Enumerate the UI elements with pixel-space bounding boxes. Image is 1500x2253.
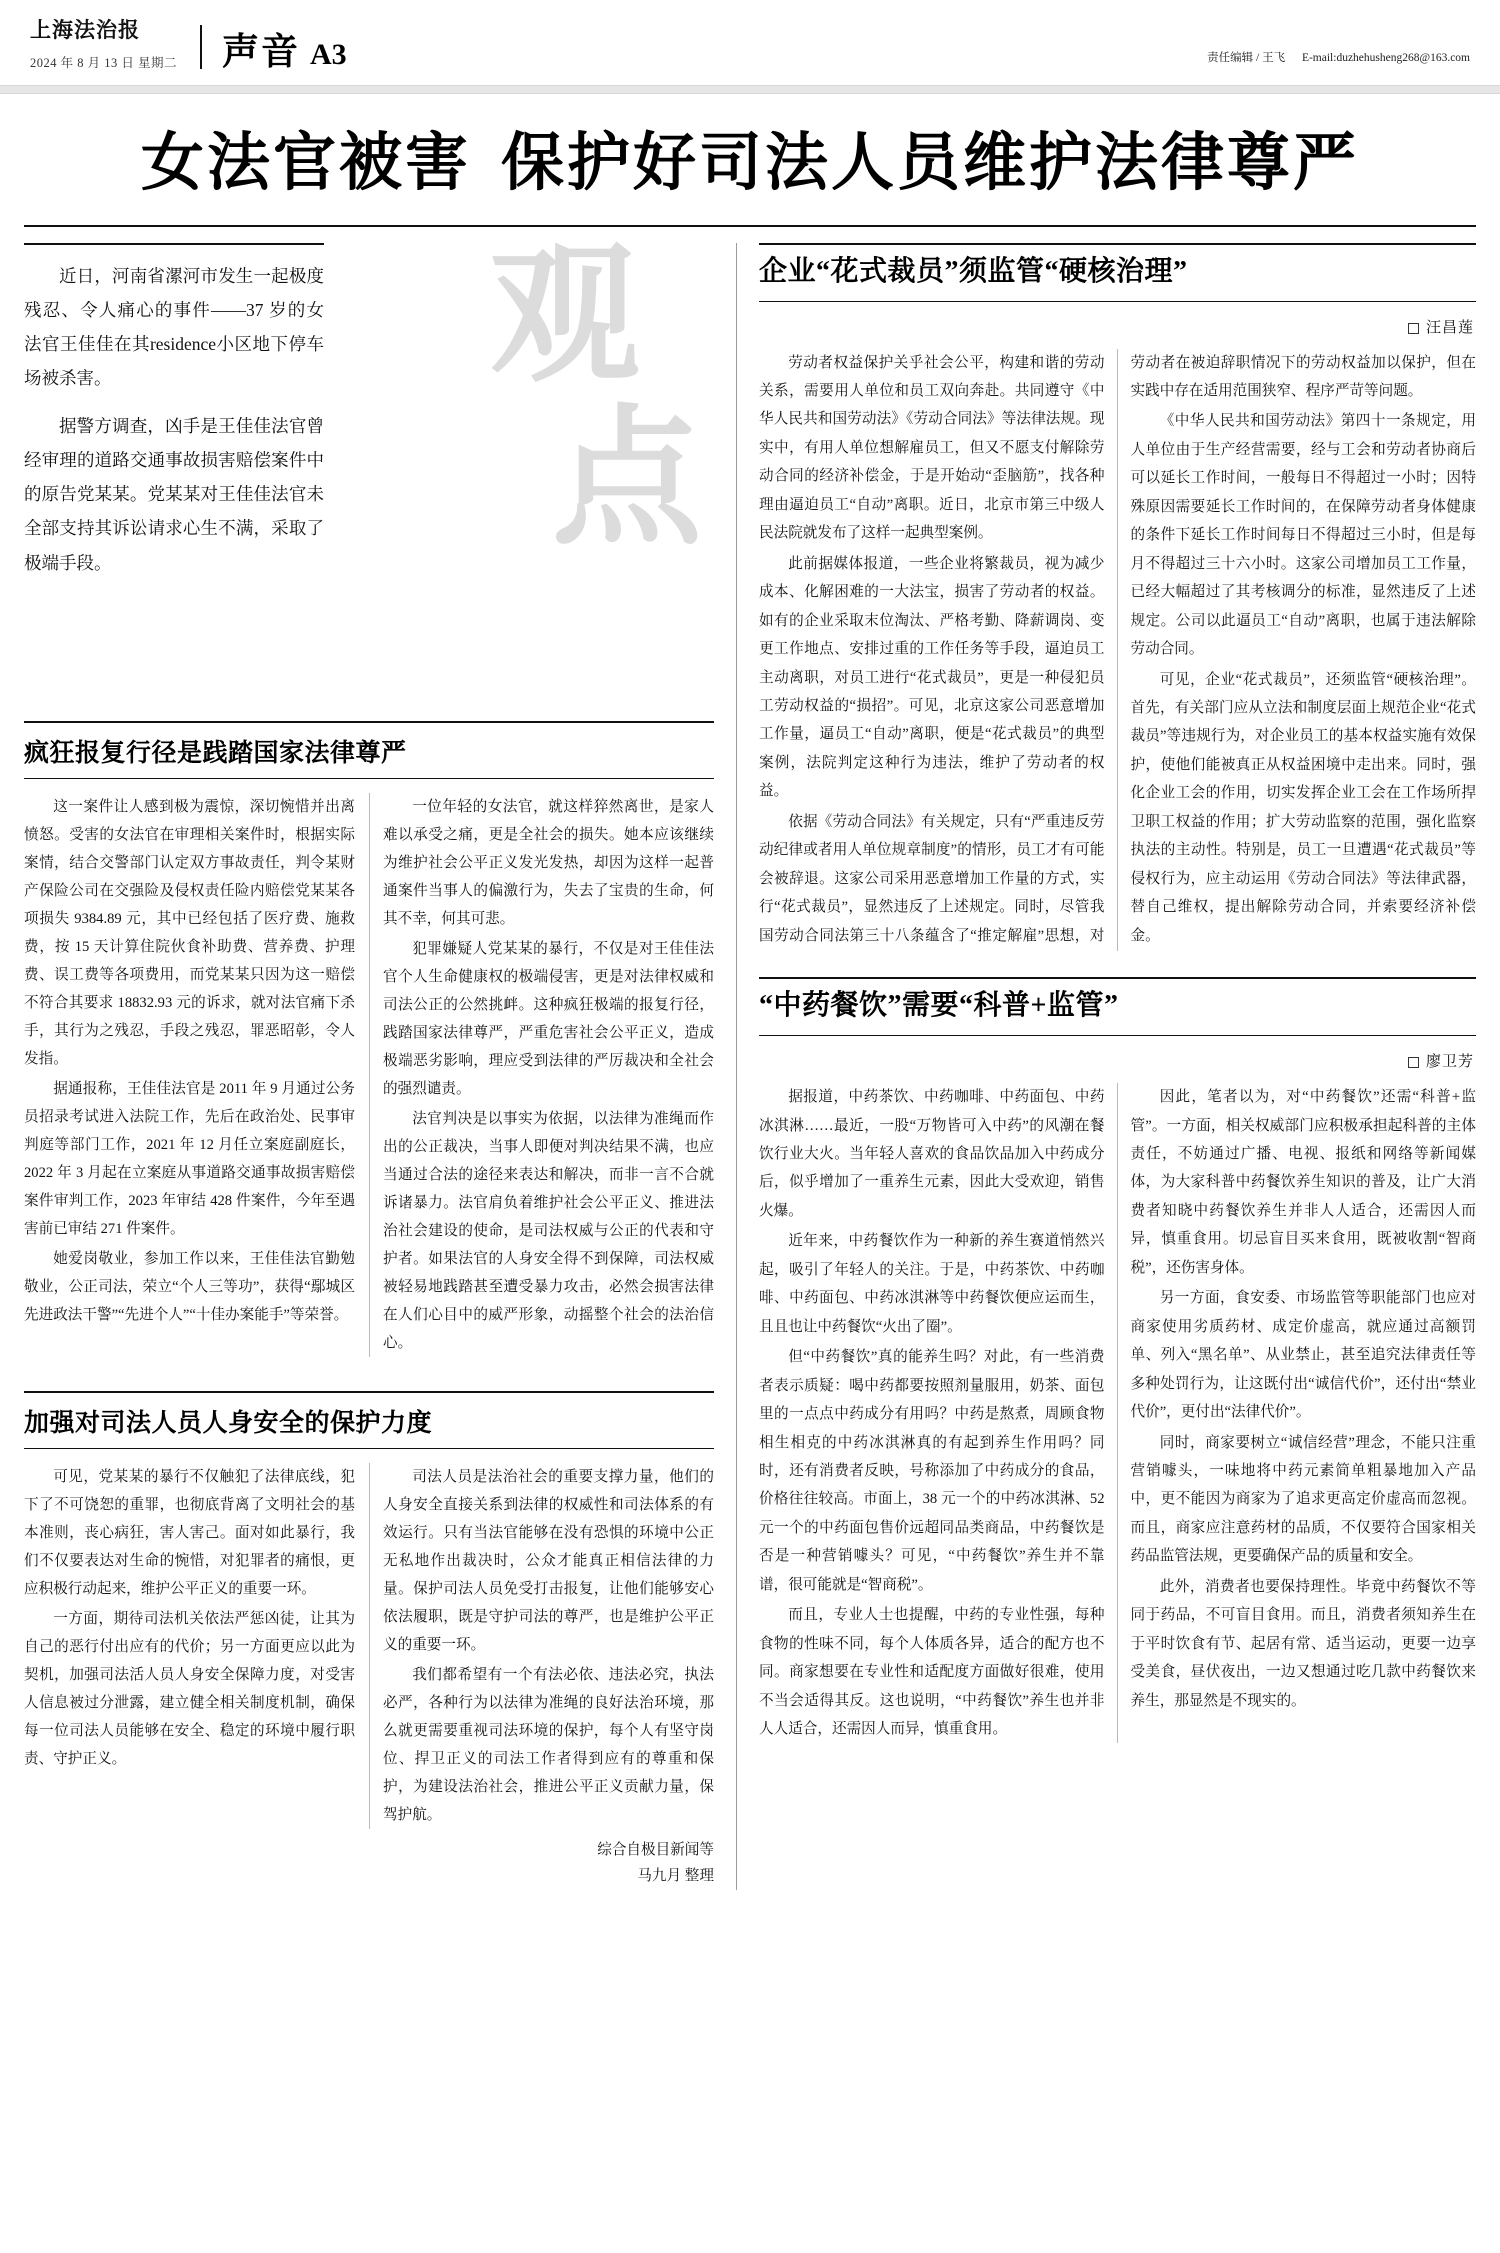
paragraph: 一方面，期待司法机关依法严惩凶徒，让其为自己的恶行付出应有的代价；另一方面更应以此为契机，加强司法活人员人身安全保障力度，对受害人信息被过分泄露，建立健全相关制度机制，确保每一位司法人员能够在安全、稳定的环境中履行职责、守护正义。 <box>24 1610 355 1768</box>
right-article-1-title: 企业“花式裁员”须监管“硬核治理” <box>759 245 1476 302</box>
paragraph: 此前据媒体报道，一些企业将繁裁员，视为减少成本、化解困难的一大法宝，损害了劳动者的权益。如有的企业采取末位淘汰、严格考勤、降薪调岗、变更工作地点、安排过重的工作任务等手段，逼迫员工主动离职，对员工进行“花式裁员”，更是一种侵犯员工劳动权益的“损招”。可见，北京这家公司恶意增加工作量，逼员工“自动”离职，便是“花式裁员”的典型案例，法院判定这种行为违法，维护了劳动者的权益。 <box>759 555 1105 800</box>
paragraph: 一位年轻的女法官，就这样猝然离世，是家人难以承受之痛，更是全社会的损失。她本应该继续为维护社会公平正义发光发热，却因为这样一起普通案件当事人的偏激行为，失去了宝贵的生命，何其不幸，何其可悲。 <box>383 798 714 927</box>
watermark-char-2: 点 <box>551 397 704 564</box>
right-article-1-byline <box>759 306 1476 349</box>
email-credit: E-mail:duzhehusheng268@163.com <box>1301 52 1470 64</box>
headline-rule <box>24 225 1476 227</box>
left-article-2-signature <box>24 1837 714 1890</box>
right-article-2-body <box>759 1083 1476 1743</box>
left-article-2-title: 加强对司法人员人身安全的保护力度 <box>24 1391 714 1449</box>
paragraph: 司法人员是法治社会的重要支撑力量，他们的人身安全直接关系到法律的权威性和司法体系的有效运行。只有当法官能够在没有恐惧的环境中公正无私地作出裁决时，公众才能真正相信法律的力量。保护司法人员免受打击报复，让他们能够安心依法履职，既是守护司法的尊严，也是维护公平正义的重要一环。 <box>383 1468 714 1653</box>
author-box-icon <box>1408 323 1419 334</box>
page-number: A3 <box>310 38 347 71</box>
paragraph: 法官判决是以事实为依据，以法律为准绳而作出的公正裁决，当事人即便对判决结果不满，也应当通过合法的途径来表达和解决，而非一言不合就诉诸暴力。法官肩负着维护社会公平正义、推进法治社会建设的使命，是司法权威与公正的代表和守护者。如果法官的人身安全得不到保障，司法权威被轻易地践踏甚至遭受暴力攻击，必然会损害法律在人们心目中的威严形象，动摇整个社会的法治信心。 <box>383 1110 714 1351</box>
paragraph: 她爱岗敬业，参加工作以来，王佳佳法官勤勉敬业，公正司法，荣立“个人三等功”，获得“鄢城区先进政法干警”“先进个人”“十佳办案能手”等荣誉。 <box>24 1250 355 1323</box>
paragraph: 可见，党某某的暴行不仅触犯了法律底线，犯下了不可饶恕的重罪，也彻底背离了文明社会的基本准则，丧心病狂，害人害己。面对如此暴行，我们不仅要表达对生命的惋惜，对犯罪者的痛恨，更应积极行动起来，维护公平正义的重要一环。 <box>24 1468 355 1597</box>
paragraph: 近年来，中药餐饮作为一种新的养生赛道悄然兴起，吸引了年轻人的关注。于是，中药茶饮、中药咖啡、中药面包、中药冰淇淋等中药餐饮便应运而生，且且也让中药餐饮“火出了圈”。 <box>759 1233 1105 1335</box>
editor-credit: 责任编辑 / 王飞 <box>1207 52 1286 64</box>
page-body <box>0 233 1500 1890</box>
lead-para-1: 近日，河南省漯河市发生一起极度残忍、令人痛心的事件——37 岁的女法官王佳佳在其residence小区地下停车场被杀害。 <box>24 265 324 388</box>
watermark-char-1: 观 <box>489 233 642 400</box>
author-name: 汪昌莲 <box>1425 319 1474 336</box>
paragraph: 同时，商家要树立“诚信经营”理念，不能只注重营销噱头，一味地将中药元素简单粗暴地加入产品中，更不能因为商家为了追求更高定价虚高而忽视。而且，商家应注意药材的品质，不仅要符合国家相关药品监管法规，更要确保产品的质量和安全。 <box>1130 1434 1476 1565</box>
right-article-2-title: “中药餐饮”需要“科普+监管” <box>759 979 1476 1036</box>
spacer <box>759 951 1476 977</box>
watermark-guandian <box>489 233 704 564</box>
paragraph: 据报道，中药茶饮、中药咖啡、中药面包、中药冰淇淋……最近，一股“万物皆可入中药”的风潮在餐饮行业大火。当年轻人喜欢的食品饮品加入中药成分后，似乎增加了一重养生元素，因此大受欢迎，销售火爆。 <box>759 1089 1105 1219</box>
section-name: 声音 <box>222 32 300 73</box>
paragraph: 我们都希望有一个有法必依、违法必究，执法必严，各种行为以法律为准绳的良好法治环境，那么就更需要重视司法环境的保护，每个人有坚守岗位、捍卫正义的司法工作者得到应有的尊重和保护，为建设法治社会，推进公平正义贡献力量，保驾护航。 <box>383 1666 714 1824</box>
author-name: 廖卫芳 <box>1425 1054 1474 1071</box>
lead-paragraph-box <box>24 243 324 580</box>
masthead-divider <box>200 25 202 69</box>
masthead-rule <box>0 85 1500 94</box>
page-title <box>0 94 1500 225</box>
left-article-2-body <box>24 1463 714 1829</box>
left-column <box>24 233 714 1890</box>
paragraph: 犯罪嫌疑人党某某的暴行，不仅是对王佳佳法官个人生命健康权的极端侵害，更是对法律权威和司法公正的公然挑衅。这种疯狂极端的报复行径，践踏国家法律尊严，严重危害社会公平正义，造成极端恶劣影响，理应受到法律的严厉裁决和全社会的强烈谴责。 <box>383 940 714 1097</box>
paragraph: 据通报称，王佳佳法官是 2011 年 9 月通过公务员招录考试进入法院工作，先后在政治处、民事审判庭等部门工作，2021 年 12 月任立案庭副庭长，2022 年 3 月起在立案庭从事道路交通事故损害赔偿案件审判工作，2023 年审结 428 件案件，今年至遇害前已审结 271 件案件。 <box>24 1080 355 1237</box>
section-label <box>222 34 347 71</box>
paragraph: 因此，笔者以为，对“中药餐饮”还需“科普+监管”。一方面，相关权威部门应积极承担起科普的主体责任，不妨通过广播、电视、报纸和网络等新闻媒体，为大家科普中药餐饮养生知识的普及，让广大消费者知晓中药餐饮养生并非人人适合，还需因人而异，慎重食用。切忌盲目买来食用，既被收割“智商税”，还伤害身体。 <box>1130 1089 1476 1276</box>
column-separator <box>736 243 737 1890</box>
right-article-1-body <box>759 349 1476 952</box>
author-box-icon <box>1408 1057 1419 1068</box>
signature-source: 综合自极目新闻等 <box>597 1842 714 1859</box>
paragraph: 依据《劳动合同法》有关规定，只有“严重违反劳动纪律或者用人单位规章制度”的情形，员工才有可能会被辞退。这家公司采用恶意增加工作量的方式，实行“花式裁员”，显然违反了上述规定。同时，尽管我国劳动合同法第三十八条蕴含了“推定解雇”思想，对劳动者在被迫辞职情况下的劳动权益加以保护，但在实践中存在适用范围狭窄、程序严苛等问题。 <box>759 354 1476 944</box>
paragraph: 《中华人民共和国劳动法》第四十一条规定，用人单位由于生产经营需要，经与工会和劳动者协商后可以延长工作时间，一般每日不得超过一小时；因特殊原因需要延长工作时间的，在保障劳动者身体健康的条件下延长工作时间每日不得超过三小时，但是每月不得超过三十六小时。这家公司增加员工工作量，已经大幅超过了其考核调分的标准，显然违反了上述规定。公司以此逼员工“自动”离职，也属于违法解除劳动合同。 <box>1130 413 1476 658</box>
paragraph: 另一方面，食安委、市场监管等职能部门也应对商家使用劣质药材、成定价虚高，就应通过高额罚单、列入“黑名单”、从业禁止，甚至追究法律责任等多种处罚行为，让这既付出“诚信代价”，还付出“禁业代价”，更付出“法律代价”。 <box>1130 1290 1476 1421</box>
masthead <box>0 0 1500 79</box>
paragraph: 这一案件让人感到极为震惊，深切惋惜并出离愤怒。受害的女法官在审理相关案件时，根据实际案情，结合交警部门认定双方事故责任，判令某财产保险公司在交强险及侵权责任险内赔偿党某某各项损失 9384.89 元，其中已经包括了医疗费、施救费，按 15 天计算住院伙食补助费、营养费、护理费、误工费等各项费用，而党某某只因为这一赔偿不符合其要求 18832.93 元的诉求，就对法官痛下杀手，其行为之残忍，手段之残忍，罪恶昭彰，令人发指。 <box>24 798 355 1067</box>
right-article-2-byline <box>759 1040 1476 1083</box>
signature-compiler: 马九月 整理 <box>637 1868 714 1885</box>
publication-date: 2024 年 8 月 13 日 星期二 <box>30 56 178 70</box>
paper-logo <box>30 14 190 71</box>
masthead-credits <box>1193 49 1470 71</box>
headline-part-1: 女法官被害 <box>141 128 471 198</box>
paper-name: 上海法治报 <box>30 18 140 42</box>
paragraph: 此外，消费者也要保持理性。毕竟中药餐饮不等同于药品，不可盲目食用。而且，消费者须知养生在于平时饮食有节、起居有常、适当运动，更要一边享受美食，昼伏夜出，一边又想通过吃几款中药餐饮来养生，那显然是不现实的。 <box>1130 1578 1476 1709</box>
paragraph: 但“中药餐饮”真的能养生吗？对此，有一些消费者表示质疑：喝中药都要按照剂量服用，奶茶、面包里的一点点中药成分有用吗？中药是熬煮，周顾食物相生相克的中药冰淇淋真的有起到养生作用吗？同时，还有消费者反映，号称添加了中药成分的食品，价格往往较高。市面上，38 元一个的中药冰淇淋、52 元一个的中药面包售价远超同品类商品，中药餐饮是否是一种营销噱头？可见，“中药餐饮”养生并不靠谱，很可能就是“智商税”。 <box>759 1349 1105 1593</box>
paragraph: 而且，专业人士也提醒，中药的专业性强，每种食物的性味不同，每个人体质各异，适合的配方也不同。商家想要在专业性和适配度方面做好很难，使用不当会适得其反。这也说明，“中药餐饮”养生也并非人人适合，还需因人而异，慎重食用。 <box>759 1607 1105 1738</box>
paragraph: 劳动者权益保护关乎社会公平，构建和谐的劳动关系，需要用人单位和员工双向奔赴。共同遵守《中华人民共和国劳动法》《劳动合同法》等法律法规。现实中，有用人单位想解雇员工，但又不愿支付解除劳动合同的经济补偿金，于是开始动“歪脑筋”，找各种理由逼迫员工“自动”离职。近日，北京市第三中级人民法院就发布了这样一起典型案例。 <box>759 354 1105 542</box>
right-column <box>759 243 1476 1890</box>
lead-para-2: 据警方调查，凶手是王佳佳法官曾经审理的道路交通事故损害赔偿案件中的原告党某某。党某某对王佳佳法官未全部支持其诉讼请求心生不满，采取了极端手段。 <box>24 416 324 573</box>
headline-part-2: 保护好司法人员维护法律尊严 <box>501 128 1359 198</box>
left-article-1-title: 疯狂报复行径是践踏国家法律尊严 <box>24 721 714 779</box>
left-article-1-body <box>24 793 714 1357</box>
spacer <box>24 1357 714 1383</box>
lead-zone <box>24 233 714 713</box>
paragraph: 可见，企业“花式裁员”，还须监管“硬核治理”。首先，有关部门应从立法和制度层面上规范企业“花式裁员”等违规行为，对企业员工的基本权益实施有效保护，使他们能被真正从权益困境中走出来。同时，强化企业工会的作用，切实发挥企业工会在工作场所捍卫职工权益的作用；扩大劳动监察的范围，强化监察执法的主动性。特别是，员工一旦遭遇“花式裁员”等侵权行为，应主动运用《劳动合同法》等法律武器，替自己维权，提出解除劳动合同，并索要经济补偿金。 <box>1130 671 1476 944</box>
